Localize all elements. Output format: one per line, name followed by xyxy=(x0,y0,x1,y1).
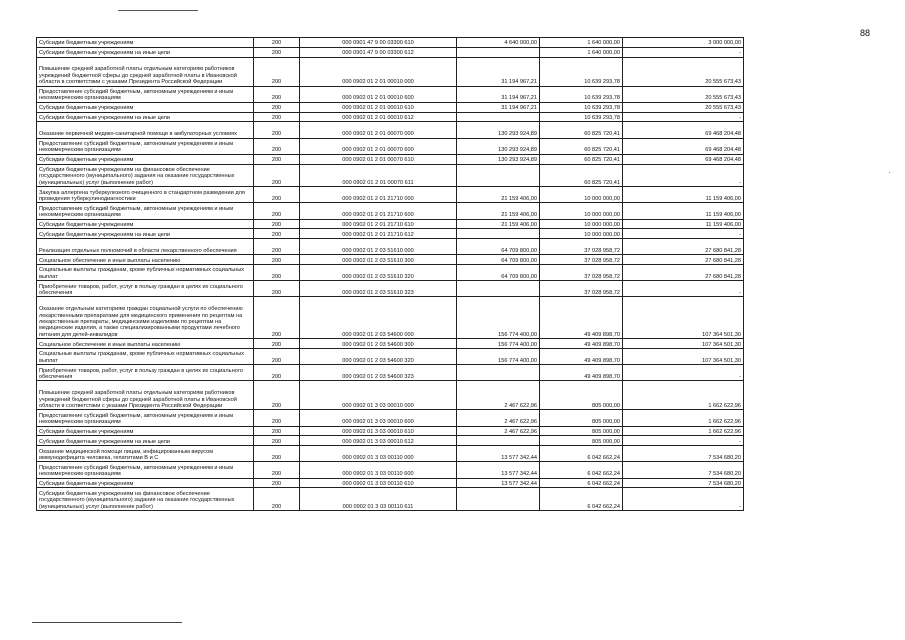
table-row xyxy=(37,164,744,187)
row-name-cell: Субсидии бюджетным учреждениям на иные цели xyxy=(37,47,254,57)
row-approved-cell xyxy=(457,164,540,187)
row-approved-cell: 130 293 924,89 xyxy=(457,122,540,138)
row-executed-cell: 805 000,00 xyxy=(540,381,623,410)
row-classification-code-cell: 000 0902 01 2 01 00070 600 xyxy=(300,138,457,154)
table-row xyxy=(37,381,744,410)
row-executed-cell: 6 042 662,24 xyxy=(540,478,623,488)
row-approved-cell xyxy=(457,488,540,511)
budget-table-body xyxy=(37,38,744,511)
row-classification-code-cell: 000 0902 01 2 03 54600 300 xyxy=(300,339,457,349)
row-classification-code-cell: 000 0902 01 2 03 54600 323 xyxy=(300,365,457,381)
row-name-cell: Субсидии бюджетным учреждениям на иные цели xyxy=(37,229,254,239)
row-name-cell: Социальное обеспечение и иные выплаты населению xyxy=(37,339,254,349)
row-executed-cell: 10 000 000,00 xyxy=(540,229,623,239)
row-approved-cell xyxy=(457,112,540,122)
row-executed-cell: 10 000 000,00 xyxy=(540,187,623,203)
row-code-cell: 200 xyxy=(254,138,300,154)
row-executed-cell: 6 042 662,24 xyxy=(540,462,623,478)
row-name-cell: Приобретение товаров, работ, услуг в пользу граждан в целях их социального обеспечения xyxy=(37,365,254,381)
row-approved-cell: 2 467 622,96 xyxy=(457,381,540,410)
row-unexecuted-cell: 7 534 680,20 xyxy=(623,478,744,488)
table-row xyxy=(37,102,744,112)
row-approved-cell: 64 709 800,00 xyxy=(457,265,540,281)
row-name-cell: Оказание первичной медико-санитарной помощи в амбулаторных условиях xyxy=(37,122,254,138)
row-approved-cell: 13 577 342,44 xyxy=(457,478,540,488)
row-approved-cell: 4 640 000,00 xyxy=(457,38,540,48)
row-classification-code-cell: 000 0902 01 2 03 51610 000 xyxy=(300,239,457,255)
row-executed-cell: 10 639 293,78 xyxy=(540,57,623,86)
row-name-cell: Субсидии бюджетным учреждениям xyxy=(37,478,254,488)
row-unexecuted-cell: 20 555 673,43 xyxy=(623,102,744,112)
row-code-cell: 200 xyxy=(254,446,300,462)
row-classification-code-cell: 000 0902 01 2 01 21710 612 xyxy=(300,229,457,239)
row-name-cell: Предоставление субсидий бюджетным, автономным учреждениям и иным некоммерческим организациям xyxy=(37,462,254,478)
row-classification-code-cell: 000 0902 01 2 01 00070 611 xyxy=(300,164,457,187)
row-code-cell: 200 xyxy=(254,426,300,436)
row-unexecuted-cell: - xyxy=(623,164,744,187)
row-classification-code-cell: 000 0902 01 2 03 51610 300 xyxy=(300,255,457,265)
row-executed-cell: 805 000,00 xyxy=(540,426,623,436)
row-unexecuted-cell: 1 662 622,96 xyxy=(623,381,744,410)
row-name-cell: Субсидии бюджетным учреждениям xyxy=(37,154,254,164)
row-code-cell: 200 xyxy=(254,57,300,86)
table-row xyxy=(37,410,744,426)
row-approved-cell: 31 194 967,21 xyxy=(457,86,540,102)
table-row xyxy=(37,446,744,462)
table-row xyxy=(37,436,744,446)
row-unexecuted-cell: - xyxy=(623,488,744,511)
row-approved-cell: 64 709 800,00 xyxy=(457,255,540,265)
row-approved-cell: 156 774 400,00 xyxy=(457,297,540,339)
row-executed-cell: 49 409 898,70 xyxy=(540,297,623,339)
row-code-cell: 200 xyxy=(254,219,300,229)
row-executed-cell: 1 640 000,00 xyxy=(540,38,623,48)
row-approved-cell xyxy=(457,365,540,381)
row-executed-cell: 10 639 293,78 xyxy=(540,86,623,102)
row-executed-cell: 805 000,00 xyxy=(540,436,623,446)
row-unexecuted-cell: - xyxy=(623,229,744,239)
row-name-cell: Предоставление субсидий бюджетным, автономным учреждениям и иным некоммерческим организациям xyxy=(37,203,254,219)
row-executed-cell: 37 028 958,72 xyxy=(540,255,623,265)
row-approved-cell: 130 293 924,89 xyxy=(457,138,540,154)
row-unexecuted-cell: - xyxy=(623,365,744,381)
row-classification-code-cell: 000 0902 01 3 03 00010 600 xyxy=(300,410,457,426)
row-unexecuted-cell: - xyxy=(623,112,744,122)
row-approved-cell: 13 577 342,44 xyxy=(457,462,540,478)
row-code-cell: 200 xyxy=(254,297,300,339)
row-classification-code-cell: 000 0902 01 3 03 00110 611 xyxy=(300,488,457,511)
row-unexecuted-cell: 69 468 204,48 xyxy=(623,154,744,164)
row-unexecuted-cell: 69 468 204,48 xyxy=(623,138,744,154)
row-code-cell: 200 xyxy=(254,164,300,187)
row-unexecuted-cell: 1 662 622,96 xyxy=(623,410,744,426)
row-approved-cell: 31 194 967,21 xyxy=(457,102,540,112)
row-classification-code-cell: 000 0902 01 2 03 51610 320 xyxy=(300,265,457,281)
row-executed-cell: 805 000,00 xyxy=(540,410,623,426)
row-name-cell: Социальное обеспечение и иные выплаты населению xyxy=(37,255,254,265)
row-name-cell: Субсидии бюджетным учреждениям xyxy=(37,219,254,229)
table-row xyxy=(37,265,744,281)
row-code-cell: 200 xyxy=(254,122,300,138)
table-row xyxy=(37,426,744,436)
row-unexecuted-cell: 27 680 841,28 xyxy=(623,265,744,281)
row-executed-cell: 60 825 720,41 xyxy=(540,122,623,138)
row-classification-code-cell: 000 0902 01 2 01 21710 610 xyxy=(300,219,457,229)
row-code-cell: 200 xyxy=(254,349,300,365)
row-executed-cell: 49 409 898,70 xyxy=(540,365,623,381)
row-name-cell: Субсидии бюджетным учреждениям xyxy=(37,102,254,112)
table-row xyxy=(37,112,744,122)
row-executed-cell: 10 639 293,78 xyxy=(540,112,623,122)
row-unexecuted-cell: 27 680 841,28 xyxy=(623,255,744,265)
row-classification-code-cell: 000 0902 01 2 03 54600 320 xyxy=(300,349,457,365)
row-code-cell: 200 xyxy=(254,462,300,478)
row-approved-cell xyxy=(457,281,540,297)
row-classification-code-cell: 000 0902 01 2 03 51610 323 xyxy=(300,281,457,297)
table-row xyxy=(37,349,744,365)
row-approved-cell: 156 774 400,00 xyxy=(457,339,540,349)
margin-mark: · xyxy=(888,168,891,177)
table-row xyxy=(37,154,744,164)
row-name-cell: Реализация отдельных полномочий в области лекарственного обеспечения xyxy=(37,239,254,255)
row-approved-cell: 2 467 622,96 xyxy=(457,426,540,436)
table-row xyxy=(37,86,744,102)
row-unexecuted-cell: 3 000 000,00 xyxy=(623,38,744,48)
row-approved-cell: 31 194 967,21 xyxy=(457,57,540,86)
table-row xyxy=(37,365,744,381)
row-executed-cell: 10 000 000,00 xyxy=(540,219,623,229)
row-executed-cell: 1 640 000,00 xyxy=(540,47,623,57)
row-name-cell: Предоставление субсидий бюджетным, автономным учреждениям и иным некоммерческим организациям xyxy=(37,138,254,154)
table-row xyxy=(37,203,744,219)
row-classification-code-cell: 000 0902 01 3 03 00110 600 xyxy=(300,462,457,478)
table-row xyxy=(37,229,744,239)
row-code-cell: 200 xyxy=(254,436,300,446)
table-row xyxy=(37,255,744,265)
row-classification-code-cell: 000 0902 01 2 01 21710 600 xyxy=(300,203,457,219)
row-unexecuted-cell: 11 159 406,00 xyxy=(623,203,744,219)
row-approved-cell: 130 293 924,89 xyxy=(457,154,540,164)
row-code-cell: 200 xyxy=(254,339,300,349)
table-row xyxy=(37,219,744,229)
table-row xyxy=(37,38,744,48)
row-executed-cell: 10 639 293,78 xyxy=(540,102,623,112)
row-classification-code-cell: 000 0902 01 2 01 21710 000 xyxy=(300,187,457,203)
row-classification-code-cell: 000 0902 01 3 03 00010 000 xyxy=(300,381,457,410)
row-code-cell: 200 xyxy=(254,38,300,48)
row-name-cell: Субсидии бюджетным учреждениям на иные цели xyxy=(37,436,254,446)
row-code-cell: 200 xyxy=(254,365,300,381)
row-code-cell: 200 xyxy=(254,410,300,426)
row-name-cell: Субсидии бюджетным учреждениям на иные цели xyxy=(37,112,254,122)
row-unexecuted-cell: 20 555 673,43 xyxy=(623,86,744,102)
row-unexecuted-cell: 11 159 406,00 xyxy=(623,187,744,203)
row-classification-code-cell: 000 0902 01 2 03 54600 000 xyxy=(300,297,457,339)
row-unexecuted-cell: 7 534 680,20 xyxy=(623,462,744,478)
row-name-cell: Закупка аллергена туберкулезного очищенного в стандартном разведении для проведения туберкулинодиагностики xyxy=(37,187,254,203)
row-name-cell: Субсидии бюджетным учреждениям на финансовое обеспечение государственного (муниципального) задания на оказание государственных (муниципальных) услуг (выполнение работ) xyxy=(37,164,254,187)
bottom-rule xyxy=(32,622,182,623)
row-executed-cell: 37 028 958,72 xyxy=(540,265,623,281)
row-unexecuted-cell: 1 662 622,96 xyxy=(623,426,744,436)
row-approved-cell: 21 159 406,00 xyxy=(457,203,540,219)
row-code-cell: 200 xyxy=(254,281,300,297)
row-code-cell: 200 xyxy=(254,488,300,511)
row-approved-cell: 2 467 622,96 xyxy=(457,410,540,426)
row-executed-cell: 6 042 662,24 xyxy=(540,446,623,462)
row-code-cell: 200 xyxy=(254,102,300,112)
row-classification-code-cell: 000 0902 01 2 01 00070 610 xyxy=(300,154,457,164)
row-approved-cell xyxy=(457,436,540,446)
row-approved-cell xyxy=(457,229,540,239)
row-code-cell: 200 xyxy=(254,381,300,410)
table-row xyxy=(37,339,744,349)
top-rule xyxy=(118,10,198,11)
row-unexecuted-cell: - xyxy=(623,281,744,297)
row-executed-cell: 60 825 720,41 xyxy=(540,154,623,164)
table-row xyxy=(37,122,744,138)
row-unexecuted-cell: - xyxy=(623,47,744,57)
row-name-cell: Социальные выплаты гражданам, кроме публичных нормативных социальных выплат xyxy=(37,265,254,281)
row-unexecuted-cell: 27 680 841,28 xyxy=(623,239,744,255)
row-executed-cell: 60 825 720,41 xyxy=(540,138,623,154)
row-code-cell: 200 xyxy=(254,112,300,122)
row-classification-code-cell: 000 0901 47 9 00 03300 612 xyxy=(300,47,457,57)
table-row xyxy=(37,138,744,154)
row-name-cell: Предоставление субсидий бюджетным, автономным учреждениям и иным некоммерческим организациям xyxy=(37,86,254,102)
row-classification-code-cell: 000 0902 01 2 01 00010 610 xyxy=(300,102,457,112)
row-unexecuted-cell: 7 534 680,20 xyxy=(623,446,744,462)
row-name-cell: Оказание отдельным категориям граждан социальной услуги по обеспечению лекарственными препаратами для медицинского применения по рецептам на лекарственные препараты, медицинскими изделиями по рецептам на медицинские изделия, а также специализированными продуктами лечебного питания для детей-инвалидов xyxy=(37,297,254,339)
row-code-cell: 200 xyxy=(254,265,300,281)
table-row xyxy=(37,47,744,57)
table-row xyxy=(37,297,744,339)
row-code-cell: 200 xyxy=(254,47,300,57)
row-code-cell: 200 xyxy=(254,478,300,488)
row-executed-cell: 10 000 000,00 xyxy=(540,203,623,219)
table-row xyxy=(37,462,744,478)
row-code-cell: 200 xyxy=(254,154,300,164)
row-unexecuted-cell: 11 159 406,00 xyxy=(623,219,744,229)
row-name-cell: Оказание медицинской помощи лицам, инфицированным вирусом иммунодефицита человека, гепатитами B и C xyxy=(37,446,254,462)
table-row xyxy=(37,57,744,86)
row-classification-code-cell: 000 0902 01 3 03 00110 000 xyxy=(300,446,457,462)
row-approved-cell: 13 577 342,44 xyxy=(457,446,540,462)
page-number: 88 xyxy=(860,28,871,38)
row-executed-cell: 6 042 662,24 xyxy=(540,488,623,511)
table-row xyxy=(37,478,744,488)
row-name-cell: Субсидии бюджетным учреждениям xyxy=(37,426,254,436)
row-unexecuted-cell: 69 468 204,48 xyxy=(623,122,744,138)
row-unexecuted-cell: - xyxy=(623,436,744,446)
table-row xyxy=(37,239,744,255)
row-unexecuted-cell: 107 364 501,30 xyxy=(623,297,744,339)
row-code-cell: 200 xyxy=(254,203,300,219)
budget-table xyxy=(36,37,744,511)
row-approved-cell: 21 159 406,00 xyxy=(457,187,540,203)
row-approved-cell: 64 709 800,00 xyxy=(457,239,540,255)
row-executed-cell: 37 028 958,72 xyxy=(540,239,623,255)
row-classification-code-cell: 000 0902 01 2 01 00010 000 xyxy=(300,57,457,86)
row-code-cell: 200 xyxy=(254,86,300,102)
row-approved-cell xyxy=(457,47,540,57)
row-unexecuted-cell: 20 555 673,43 xyxy=(623,57,744,86)
row-executed-cell: 49 409 898,70 xyxy=(540,339,623,349)
row-classification-code-cell: 000 0902 01 2 01 00070 000 xyxy=(300,122,457,138)
row-name-cell: Предоставление субсидий бюджетным, автономным учреждениям и иным некоммерческим организациям xyxy=(37,410,254,426)
row-name-cell: Приобретение товаров, работ, услуг в пользу граждан в целях их социального обеспечения xyxy=(37,281,254,297)
row-executed-cell: 60 825 720,41 xyxy=(540,164,623,187)
row-classification-code-cell: 000 0902 01 3 03 00010 612 xyxy=(300,436,457,446)
table-row xyxy=(37,488,744,511)
row-classification-code-cell: 000 0901 47 9 00 03300 610 xyxy=(300,38,457,48)
row-unexecuted-cell: 107 364 501,30 xyxy=(623,349,744,365)
row-executed-cell: 49 409 898,70 xyxy=(540,349,623,365)
row-name-cell: Социальные выплаты гражданам, кроме публичных нормативных социальных выплат xyxy=(37,349,254,365)
row-approved-cell: 156 774 400,00 xyxy=(457,349,540,365)
row-classification-code-cell: 000 0902 01 2 01 00010 600 xyxy=(300,86,457,102)
row-executed-cell: 37 028 958,72 xyxy=(540,281,623,297)
row-code-cell: 200 xyxy=(254,255,300,265)
row-classification-code-cell: 000 0902 01 3 03 00010 610 xyxy=(300,426,457,436)
table-row xyxy=(37,281,744,297)
row-classification-code-cell: 000 0902 01 2 01 00010 612 xyxy=(300,112,457,122)
row-code-cell: 200 xyxy=(254,229,300,239)
row-unexecuted-cell: 107 364 501,30 xyxy=(623,339,744,349)
row-name-cell: Повышение средней заработной платы отдельным категориям работников учреждений бюджетной сферы до средней заработной платы в Ивановской области в соответствии с указами Президента Российской Федерации xyxy=(37,381,254,410)
row-name-cell: Повышение средней заработной платы отдельным категориям работников учреждений бюджетной сферы до средней заработной платы в Ивановской области в соответствии с указами Президента Российской Федерации xyxy=(37,57,254,86)
row-code-cell: 200 xyxy=(254,187,300,203)
row-name-cell: Субсидии бюджетным учреждениям xyxy=(37,38,254,48)
row-code-cell: 200 xyxy=(254,239,300,255)
table-row xyxy=(37,187,744,203)
row-approved-cell: 21 159 406,00 xyxy=(457,219,540,229)
row-name-cell: Субсидии бюджетным учреждениям на финансовое обеспечение государственного (муниципального) задания на оказание государственных (муниципальных) услуг (выполнение работ) xyxy=(37,488,254,511)
row-classification-code-cell: 000 0902 01 3 03 00110 610 xyxy=(300,478,457,488)
